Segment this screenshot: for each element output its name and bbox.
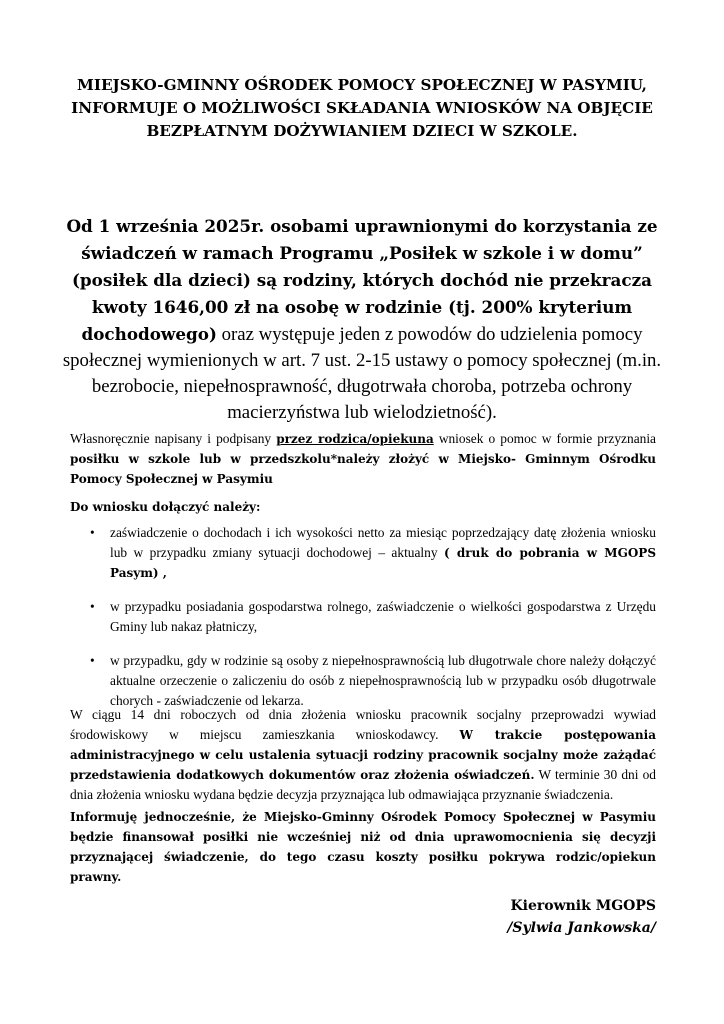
- lead-normal-text: oraz występuje jeden z powodów do udzielenia pomocy społecznej wymienionych w art. 7 ust. 2-15 ustawy o pomocy społecznej (m.in. bezrobocie, niepełnosprawność, długotrwała choroba, potrzeba ochrony macierzyństwa lub wielodzietność).: [62, 324, 662, 423]
- financing-bold-text: Informuję jednocześnie, że Miejsko-Gminny Ośrodek Pomocy Społecznej w Pasymiu będzie finansował posiłki nie wcześniej niż od dnia uprawomocnienia się decyzji przyznającej świadczenie, do tego czasu koszty posiłku pokrywa rodzic/opiekun prawny.: [70, 810, 656, 884]
- financing-paragraph: [70, 807, 656, 887]
- list-item-text: w przypadku, gdy w rodzinie są osoby z niepełnosprawnością lub długotrwale chore należy dołączyć aktualne orzeczenie o zaliczeniu do osób z niepełnosprawnością lub w przypadku osób długotrwale chorych - zaświadczenie od lekarza.: [110, 653, 656, 708]
- list-item: [70, 597, 656, 637]
- document-title: MIEJSKO-GMINNY OŚRODEK POMOCY SPOŁECZNEJ W PASYMIU, INFORMUJE O MOŻLIWOŚCI SKŁADANIA WNIOSKÓW NA OBJĘCIE BEZPŁATNYM DOŻYWIANIEM DZIECI W SZKOLE.: [71, 76, 653, 140]
- signature-name: /Sylwia Jankowska/: [507, 920, 656, 936]
- bullet-icon: •: [90, 525, 95, 540]
- attachments-list: [70, 523, 656, 725]
- list-item: [70, 523, 656, 583]
- bullet-icon: •: [90, 599, 95, 614]
- lead-paragraph: [62, 213, 662, 426]
- application-bold-text: posiłku w szkole lub w przedszkolu*należy złożyć w Miejsko- Gminnym Ośrodku Pomocy Społecznej w Pasymiu: [70, 452, 656, 486]
- list-item-text: zaświadczenie o dochodach i ich wysokości netto za miesiąc poprzedzający datę złożenia wniosku lub w przypadku zmiany sytuacji dochodowej – aktualny: [110, 525, 656, 560]
- signature-block: [507, 895, 656, 939]
- procedure-text-1: W ciągu 14 dni roboczych od dnia złożenia wniosku pracownik socjalny przeprowadzi wywiad środowiskowy w miejscu zamieszkania wnioskodawcy.: [70, 707, 656, 742]
- procedure-paragraph: [70, 705, 656, 805]
- application-text-2: wniosek o pomoc w formie przyznania: [433, 431, 657, 446]
- attachments-heading: Do wniosku dołączyć należy:: [70, 500, 261, 514]
- signature-role: Kierownik MGOPS: [510, 898, 656, 914]
- lead-bold-text: Od 1 września 2025r. osobami uprawnionymi do korzystania ze świadczeń w ramach Programu „Posiłek w szkole i w domu” (posiłek dla dzieci) są rodziny, których dochód nie przekracza kwoty 1646,00 zł na osobę w rodzinie (tj. 200% kryterium dochodowego): [66, 216, 658, 344]
- procedure-bold-text: W trakcie postępowania administracyjnego w celu ustalenia sytuacji rodziny pracownik socjalny może zażądać przedstawienia dodatkowych dokumentów oraz złożenia oświadczeń.: [70, 728, 656, 782]
- procedure-text-2: W terminie 30 dni od dnia złożenia wniosku wydana będzie decyzja przyznająca lub odmawiająca przyznanie świadczenia.: [70, 767, 656, 802]
- list-item-bold-text: ( druk do pobrania w MGOPS Pasym) ,: [110, 546, 656, 580]
- bullet-icon: •: [90, 653, 95, 668]
- application-text-1: Własnoręcznie napisany i podpisany: [70, 431, 277, 446]
- list-item: [70, 651, 656, 711]
- list-item-text: w przypadku posiadania gospodarstwa rolnego, zaświadczenie o wielkości gospodarstwa z Urzędu Gminy lub nakaz płatniczy,: [110, 599, 656, 634]
- application-paragraph: [70, 429, 656, 489]
- application-underlined-text: przez rodzica/opiekuna: [276, 432, 434, 446]
